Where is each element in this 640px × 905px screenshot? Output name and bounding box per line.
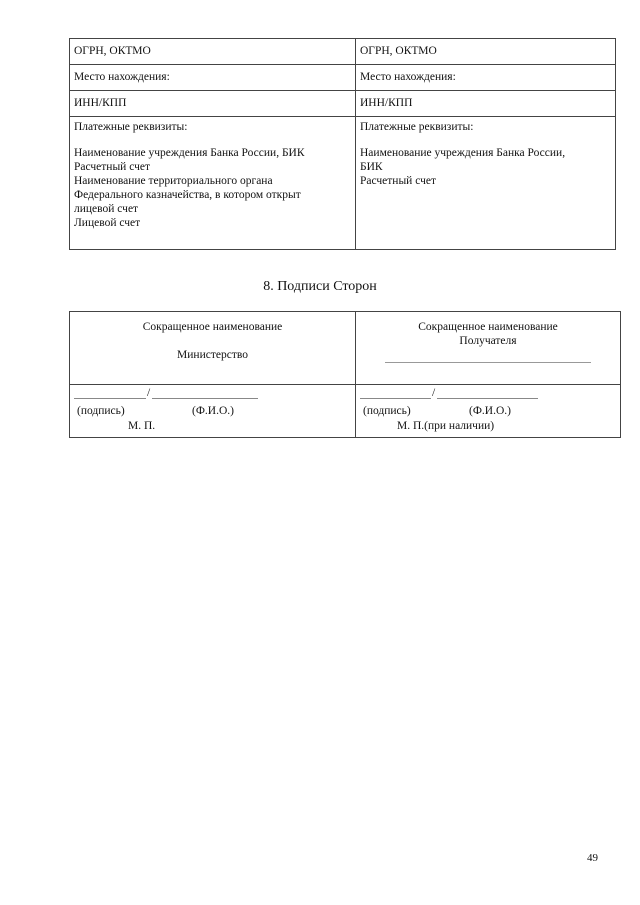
payment-left-cell xyxy=(70,117,356,250)
table-row xyxy=(70,91,616,117)
payment-left-heading: Платежные реквизиты: xyxy=(74,121,188,133)
details-table xyxy=(69,38,616,250)
table-row xyxy=(70,65,616,91)
payment-right-line: БИК xyxy=(360,161,383,173)
payment-left-line: Расчетный счет xyxy=(74,161,150,173)
right-signature-line xyxy=(360,398,431,399)
payment-left-line: лицевой счет xyxy=(74,203,139,215)
left-fio-line xyxy=(152,398,258,399)
payment-right-line: Наименование учреждения Банка России, xyxy=(360,147,566,159)
left-signature-block xyxy=(70,385,355,437)
left-signature-cell xyxy=(70,385,356,438)
recipient-name-blank-line xyxy=(385,352,591,363)
left-slash: / xyxy=(147,387,151,399)
table-row xyxy=(70,385,621,438)
section-title: 8. Подписи Сторон xyxy=(263,279,377,294)
right-org-name: Получателя xyxy=(459,335,517,347)
right-signature-cell xyxy=(356,385,621,438)
payment-right-cell xyxy=(356,117,616,250)
left-party-name-cell xyxy=(70,312,356,385)
location-right-cell xyxy=(356,65,616,91)
right-stamp-label: М. П.(при наличии) xyxy=(397,420,495,432)
table-row xyxy=(70,312,621,385)
left-stamp-label: М. П. xyxy=(128,420,156,432)
table-row xyxy=(70,117,616,250)
left-fio-caption: (Ф.И.О.) xyxy=(192,405,234,417)
payment-left-line: Лицевой счет xyxy=(74,217,141,229)
location-right-label: Место нахождения: xyxy=(360,71,456,83)
left-signature-line xyxy=(74,398,146,399)
table-row xyxy=(70,39,616,65)
left-signature-caption: (подпись) xyxy=(77,405,125,417)
ogrn-left-label: ОГРН, ОКТМО xyxy=(74,45,151,57)
location-left-cell xyxy=(70,65,356,91)
right-party-name-cell xyxy=(356,312,621,385)
payment-left-line: Наименование учреждения Банка России, БИК xyxy=(74,147,305,159)
inn-right-label: ИНН/КПП xyxy=(360,97,413,109)
ogrn-left-cell xyxy=(70,39,356,65)
payment-left-line: Наименование территориального органа xyxy=(74,175,273,187)
right-slash: / xyxy=(432,387,436,399)
page-number: 49 xyxy=(587,852,598,864)
ogrn-right-label: ОГРН, ОКТМО xyxy=(360,45,437,57)
right-signature-block xyxy=(356,385,620,437)
left-short-name-label: Сокращенное наименование xyxy=(142,321,283,333)
payment-right-heading: Платежные реквизиты: xyxy=(360,121,474,133)
inn-right-cell xyxy=(356,91,616,117)
right-fio-line xyxy=(437,398,538,399)
payment-right-line: Расчетный счет xyxy=(360,175,436,187)
right-fio-caption: (Ф.И.О.) xyxy=(469,405,511,417)
inn-left-cell xyxy=(70,91,356,117)
signatures-table xyxy=(69,311,621,438)
inn-left-label: ИНН/КПП xyxy=(74,97,127,109)
ogrn-right-cell xyxy=(356,39,616,65)
right-signature-caption: (подпись) xyxy=(363,405,411,417)
right-short-name-label: Сокращенное наименование xyxy=(418,321,558,333)
left-org-name: Министерство xyxy=(177,349,248,361)
payment-left-line: Федерального казначейства, в котором открыт xyxy=(74,189,301,201)
location-left-label: Место нахождения: xyxy=(74,71,170,83)
